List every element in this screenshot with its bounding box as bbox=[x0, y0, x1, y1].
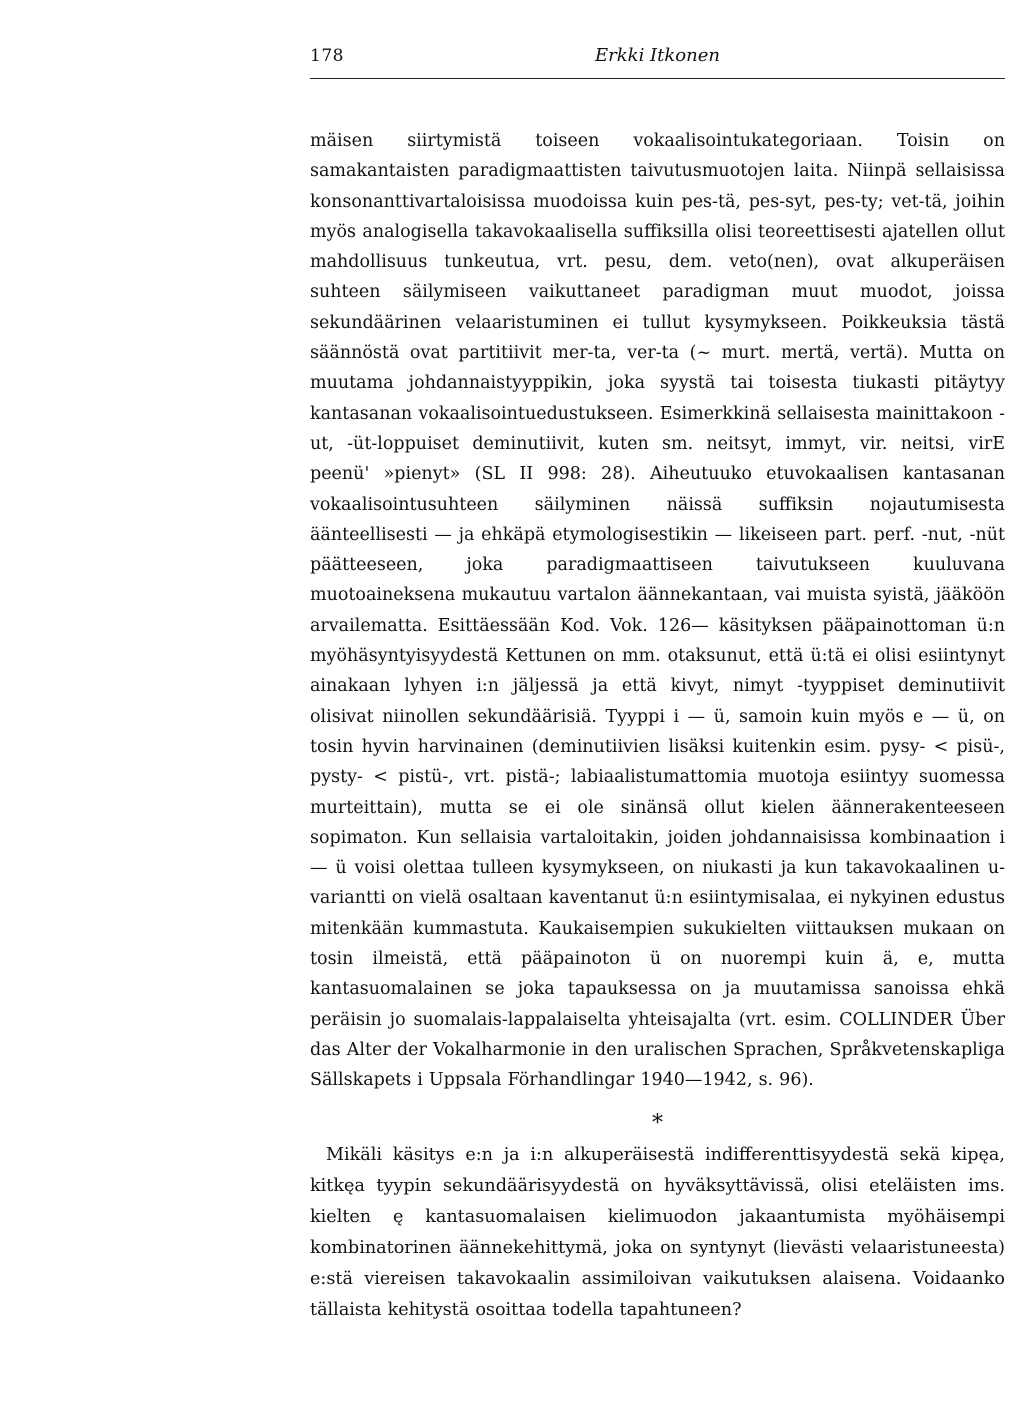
page bbox=[310, 40, 1005, 1326]
page-number: 178 bbox=[310, 46, 344, 66]
page-header bbox=[310, 40, 1005, 79]
running-head: Erkki Itkonen bbox=[595, 45, 720, 66]
paragraph-1: mäisen siirtymistä toiseen vokaalisointukategoriaan. Toisin on samakantaisten paradigmaattisten taivutusmuotojen laita. Niinpä sellaisissa konsonanttivartaloisissa muodoissa kuin pes-tä, pes-syt, pes-ty; vet-tä, joihin myös analogisella takavokaalisella suffiksilla olisi teoreettisesti ajatellen ollut mahdollisuus tunkeutua, vrt. pesu, dem. veto(nen), ovat alkuperäisen suhteen säilymiseen vaikuttaneet paradigman muut muodot, joissa sekundäärinen velaaristuminen ei tullut kysymykseen. Poikkeuksia tästä säännöstä ovat partitiivit mer-ta, ver-ta (~ murt. mertä, vertä). Mutta on muutama johdannaistyyppikin, joka syystä tai toisesta tiukasti pitäytyy kantasanan vokaalisointuedustukseen. Esimerkkinä sellaisesta mainittakoon -ut, -üt-loppuiset deminutiivit, kuten sm. neitsyt, immyt, vir. neitsi, virE peenü' »pienyt» (SL II 998: 28). Aiheutuuko etuvokaalisen kantasanan vokaalisointusuhteen säilyminen näissä suffiksin nojautumisesta äänteellisesti — ja ehkäpä etymologisestikin — likeiseen part. perf. -nut, -nüt päätteeseen, joka paradigmaattiseen taivutukseen kuuluvana muotoaineksena mukautuu vartalon äännekantaan, vai muista syistä, jääköön arvailematta. Esittäessään Kod. Vok. 126— käsityksen pääpainottoman ü:n myöhäsyntyisyydestä Kettunen on mm. otaksunut, että ü:tä ei olisi esiintynyt ainakaan lyhyen i:n jäljessä ja että kivyt, nimyt -tyyppiset deminutiivit olisivat niinollen sekundäärisiä. Tyyppi i — ü, samoin kuin myös e — ü, on tosin hyvin harvinainen (deminutiivien lisäksi kuitenkin esim. pysy- < pisü-, pysty- < pistü-, vrt. pistä-; labiaalistumattomia muotoja esiintyy suomessa murteittain), mutta se ei ole sinänsä ollut kielen äännerakenteeseen sopimaton. Kun sellaisia vartaloitakin, joiden johdannaisissa kombinaation i — ü voisi olettaa tulleen kysymykseen, on niukasti ja kun takavokaalinen u-variantti on vielä osaltaan kaventanut ü:n esiintymisalaa, ei nykyinen edustus mitenkään kummastuta. Kaukaisempien sukukielten viittauksen mukaan on tosin ilmeistä, että pääpainoton ü on nuorempi kuin ä, e, mutta kantasuomalainen se joka tapauksessa on ja muutamissa sanoissa ehkä peräisin jo suomalais-lappalaiselta yhteisajalta (vrt. esim. COLLINDER Über das Alter der Vokalharmonie in den uralischen Sprachen, Språkvetenskapliga Sällskapets i Uppsala Förhandlingar 1940—1942, s. 96). bbox=[310, 131, 1005, 1091]
body-text bbox=[310, 126, 1005, 1326]
paragraph-2: Mikäli käsitys e:n ja i:n alkuperäisestä indifferenttisyydestä sekä kipęa, kitkęa tyypin sekundäärisyydestä on hyväksyttävissä, olisi eteläisten ims. kielten ę kantasuomalaisen kielimuodon jakaantumista myöhäisempi kombinatorinen äännekehittymä, joka on syntynyt (lievästi velaaristuneesta) e:stä viereisen takavokaalin assimiloivan vaikutuksen alaisena. Voidaanko tällaista kehitystä osoittaa todella tapahtuneen? bbox=[310, 1144, 1005, 1320]
section-separator: * bbox=[652, 1110, 663, 1136]
